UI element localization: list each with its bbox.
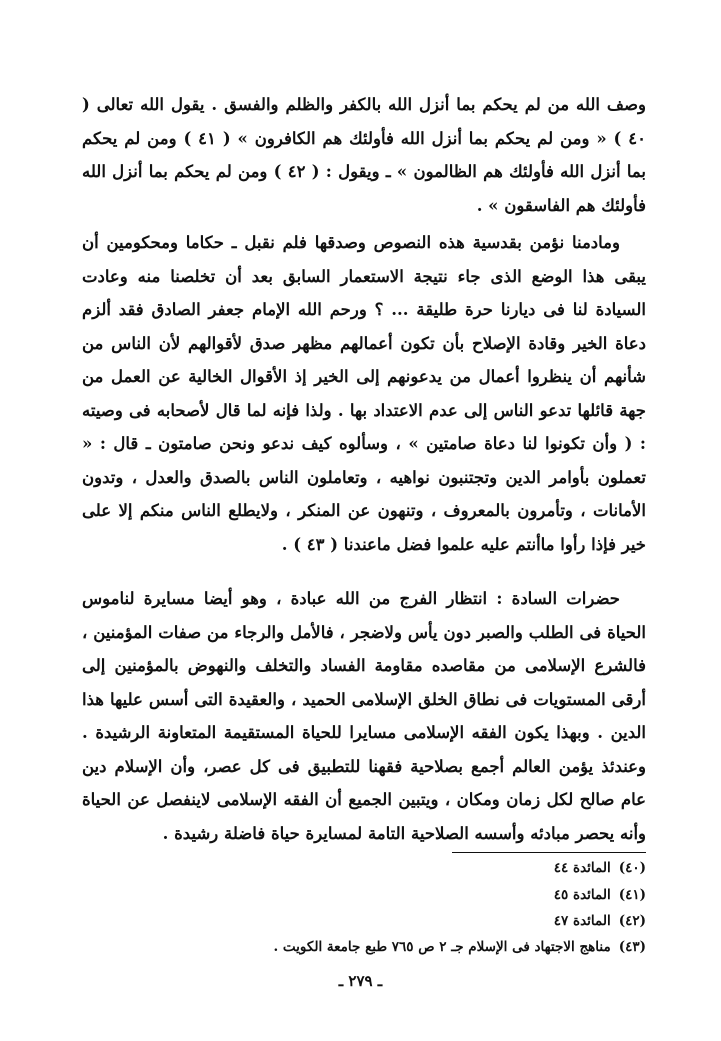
footnote bbox=[554, 912, 646, 930]
footnote-text: المائدة ٤٥ bbox=[553, 887, 611, 903]
footnote-number: (٤٠) bbox=[618, 860, 646, 876]
body-section-2 bbox=[82, 582, 646, 850]
footnote-number: (٤١) bbox=[618, 887, 646, 903]
paragraph: وصف الله من لم يحكم بما أنزل الله بالكفر والظلم والفسق . يقول الله تعالى ( ٤٠ ) « ومن لم يحكم بما أنزل الله فأولئك هم الكافرون » ( ٤١ ) ومن لم يحكم بما أنزل الله فأولئك هم الظالمون » ـ ويقول : ( ٤٢ ) ومن لم يحكم بما أنزل الله فأولئك هم الفاسقون » . bbox=[82, 95, 647, 215]
footnote-text: المائدة ٤٧ bbox=[553, 913, 611, 929]
footnote bbox=[274, 938, 646, 956]
footnote-number: (٤٣) bbox=[618, 939, 646, 955]
footnote-separator bbox=[452, 852, 646, 853]
page-number: ـ ٢٧٩ ـ bbox=[338, 972, 383, 990]
paragraph: حضرات السادة : انتظار الفرج من الله عبادة ، وهو أيضا مسايرة لناموس الحياة فى الطلب والصبر دون يأس ولاضجر ، فالأمل والرجاء من صفات المؤمنين ، فالشرع الإسلامى من مقاصده مقاومة الفساد والتخلف والنهوض بالمؤمنين إلى أرقى المستويات فى نطاق الخلق الإسلامى الحميد ، والعقيدة التى أسس عليها هذا الدين . وبهذا يكون الفقه الإسلامى مسايرا للحياة المستقيمة المتعاونة الرشيدة . وعندئذ يؤمن العالم أجمع بصلاحية فقهنا للتطبيق فى كل عصر، وأن الإسلام دين عام صالح لكل زمان ومكان ، ويتبين الجميع أن الفقه الإسلامى لاينفصل عن الحياة وأنه يحصر مبادئه وأسسه الصلاحية التامة لمسايرة حياة فاضلة رشيدة . bbox=[82, 589, 646, 843]
footnote bbox=[554, 886, 646, 904]
body-section-1 bbox=[82, 88, 646, 561]
footnote-number: (٤٢) bbox=[618, 913, 646, 929]
footnote-text: مناهج الاجتهاد فى الإسلام جـ ٢ ص ٧٦٥ طبع جامعة الكويت . bbox=[273, 939, 611, 955]
footnote-text: المائدة ٤٤ bbox=[553, 860, 611, 876]
paragraph: ومادمنا نؤمن بقدسية هذه النصوص وصدقها فلم نقبل ـ حكاما ومحكومين أن يبقى هذا الوضع الذى جاء نتيجة الاستعمار السابق بعد أن تخلصنا منه وعادت السيادة لنا فى ديارنا حرة طليقة ... ؟ ورحم الله الإمام جعفر الصادق فقد ألزم دعاة الخير وقادة الإصلاح بأن تكون أعمالهم مظهر صدق لأقوالهم لأن الناس من شأنهم أن ينظروا أعمال من يدعونهم إلى الخير إذ الأقوال الخالية عن العمل من جهة قائلها تدعو الناس إلى عدم الاعتداد بها . ولذا فإنه لما قال لأصحابه فى وصيته : ( وأن تكونوا لنا دعاة صامتين » ، وسألوه كيف ندعو ونحن صامتون ـ قال : « تعملون بأوامر الدين وتجتنبون نواهيه ، وتعاملون الناس بالصدق والعدل ، وتدون الأمانات ، وتأمرون بالمعروف ، وتنهون عن المنكر ، ولايطلع الناس منكم إلا على خير فإذا رأوا ماأنتم عليه علموا فضل ماعندنا ( ٤٣ ) . bbox=[82, 233, 646, 554]
footnote bbox=[554, 859, 646, 877]
